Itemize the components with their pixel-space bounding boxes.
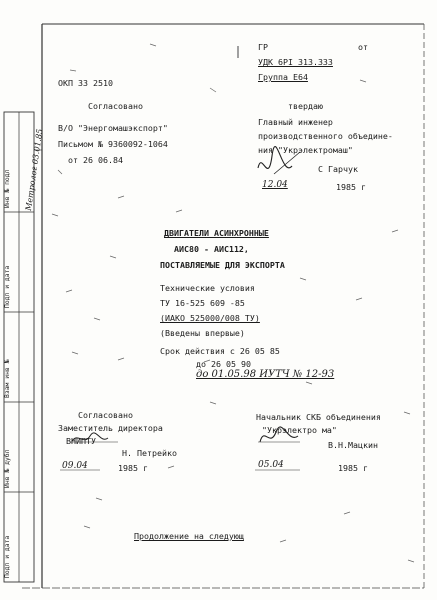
deputy-org: ВНИПТУ <box>66 436 96 446</box>
chief-title-2: производственного объедине- <box>258 131 393 141</box>
chief-date: 12.04 <box>262 180 288 190</box>
continued-note: Продолжение на следующ <box>134 531 244 541</box>
skb-org: "Укрэлектро ма" <box>262 425 337 435</box>
deputy-year: 1985 г <box>118 463 148 473</box>
group-code: Группа Е64 <box>258 72 308 82</box>
stamp-label-inv-dubl: Инв № дубл <box>3 449 11 488</box>
title-line-2: АИС80 - АИС112, <box>174 244 249 254</box>
skb-year: 1985 г <box>338 463 368 473</box>
agreed-label-top: Согласовано <box>88 101 143 111</box>
stamp-label-replaces-inv: Взам инв № <box>3 359 11 398</box>
gr-label: ГР <box>258 42 268 52</box>
metrologist-note: Метролог 03.01.85 <box>24 128 45 212</box>
agreed-label-bottom: Согласовано <box>78 410 133 420</box>
tu-replaces: (ИАКО 525000/008 ТУ) <box>160 313 260 323</box>
chief-title-3: ния "Укрэлектромаш" <box>258 145 353 155</box>
stamp-label-sign-date-2: Подп и дата <box>3 535 11 578</box>
stamp-label-inv-podl: Инв № подл <box>3 169 11 208</box>
tu-title: Технические условия <box>160 283 255 293</box>
deputy-title: Заместитель директора <box>58 423 163 433</box>
chief-name: С Гарчук <box>318 164 358 174</box>
deputy-name: Н. Петрейко <box>122 448 177 458</box>
okp-code: ОКП 33 2510 <box>58 78 113 88</box>
chief-year: 1985 г <box>336 182 366 192</box>
deputy-date: 09.04 <box>62 461 88 471</box>
agreed-org: В/О "Энергомашэкспорт" <box>58 123 168 133</box>
agreed-letter-date: от 26 06.84 <box>68 155 123 165</box>
udc-code: УДК 6РI 313.333 <box>258 57 333 67</box>
side-stamp <box>2 112 22 582</box>
ot-label: от <box>358 42 368 52</box>
tu-validity: Срок действия с 26 05 85 <box>160 346 280 356</box>
skb-title: Начальник СКБ объединения <box>256 412 381 422</box>
agreed-letter: Письмом № 9360092-1064 <box>58 139 168 149</box>
tu-introduced: (Введены впервые) <box>160 328 245 338</box>
tu-extended: до 01.05.98 ИУТЧ № 12-93 <box>196 369 335 380</box>
tu-number: ТУ 16-525 609 -85 <box>160 298 245 308</box>
title-line-3: ПОСТАВЛЯЕМЫЕ ДЛЯ ЭКСПОРТА <box>160 260 285 270</box>
skb-date: 05.04 <box>258 460 284 470</box>
chief-title-1: Главный инженер <box>258 117 333 127</box>
stamp-label-sign-date: Подп и дата <box>3 265 11 308</box>
tu-until: до 26 05 90 <box>196 359 251 369</box>
approve-label: твердаю <box>288 101 323 111</box>
skb-name: В.Н.Мацкин <box>328 440 378 450</box>
title-line-1: ДВИГАТЕЛИ АСИНХРОННЫЕ <box>164 228 269 238</box>
